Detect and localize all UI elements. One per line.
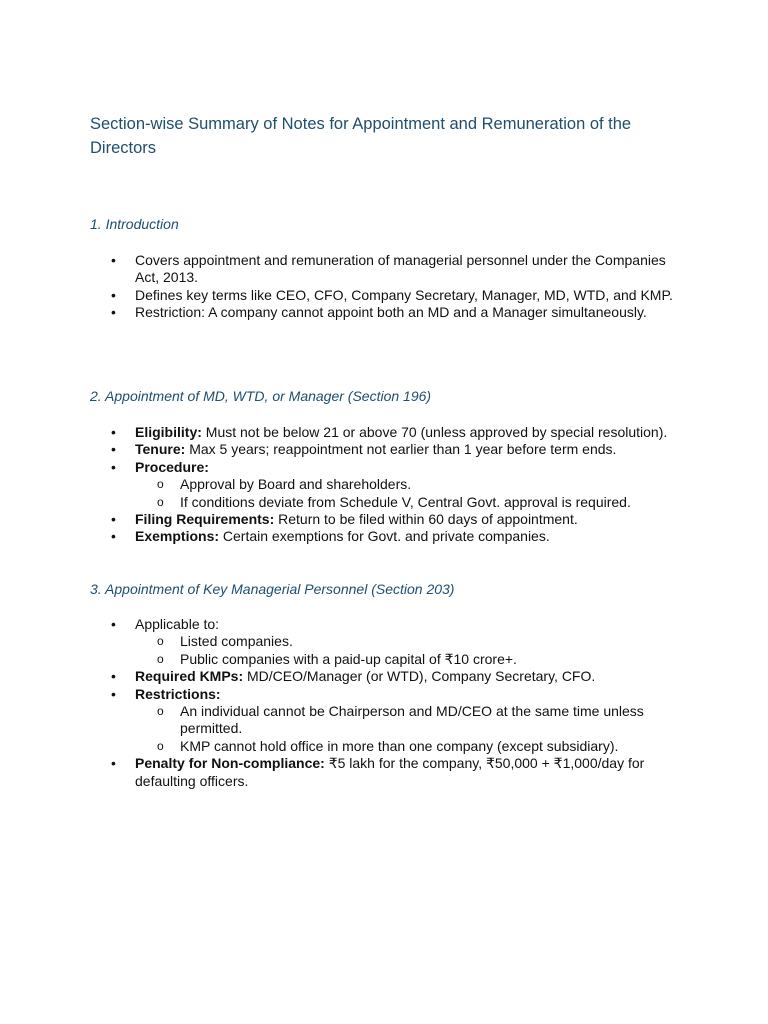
list-item — [90, 686, 690, 756]
item-label: Eligibility: — [135, 424, 202, 440]
list-item: • Filing Requirements: Return to be filed within 60 days of appointment. — [90, 511, 690, 528]
item-label: Penalty for Non-compliance: — [135, 755, 325, 772]
list-item: • Tenure: Max 5 years; reappointment not earlier than 1 year before term ends. — [90, 441, 690, 458]
sub-list-item: o Approval by Board and shareholders. — [135, 476, 690, 493]
item-label: Procedure: — [135, 458, 209, 475]
sub-list-item: o An individual cannot be Chairperson and MD/CEO at the same time unless permitted. — [135, 703, 690, 738]
item-label: Exemptions: — [135, 528, 220, 545]
section-2-heading: 2. Appointment of MD, WTD, or Manager (Section 196) — [90, 388, 432, 404]
list-item: • Required KMPs: MD/CEO/Manager (or WTD), Company Secretary, CFO. — [90, 668, 690, 685]
item-label: Required KMPs: — [135, 668, 244, 685]
sub-list — [135, 703, 690, 755]
item-label: Restrictions: — [135, 685, 221, 702]
item-label: Tenure: — [135, 441, 186, 458]
item-label: Filing Requirements: — [135, 511, 275, 528]
section-1-list — [90, 252, 690, 322]
list-item: • Penalty for Non-compliance: ₹5 lakh for the company, ₹50,000 + ₹1,000/day for defaulting officers. — [90, 755, 690, 790]
list-item: • Covers appointment and remuneration of managerial personnel under the Companies Act, 2013. — [90, 252, 690, 287]
list-item — [90, 459, 690, 511]
sub-list-item: o Public companies with a paid-up capital of ₹10 crore+. — [135, 651, 690, 668]
section-2-list — [90, 424, 690, 546]
sub-list-item: o Listed companies. — [135, 633, 690, 650]
sub-list — [135, 476, 690, 511]
section-3-heading: 3. Appointment of Key Managerial Personnel (Section 203) — [90, 581, 455, 597]
list-item: • Applicable to: o Listed companies. o Public companies with a paid-up capital of ₹10 crore+. — [90, 616, 690, 668]
list-item: • Defines key terms like CEO, CFO, Company Secretary, Manager, MD, WTD, and KMP. — [90, 287, 690, 304]
sub-list-item: o KMP cannot hold office in more than one company (except subsidiary). — [135, 738, 690, 755]
list-item: • Restriction: A company cannot appoint both an MD and a Manager simultaneously. — [90, 304, 690, 321]
list-item: • Exemptions: Certain exemptions for Govt. and private companies. — [90, 528, 690, 545]
section-3-list — [90, 616, 690, 790]
sub-list — [135, 633, 690, 668]
document-title: Section-wise Summary of Notes for Appointment and Remuneration of the Directors — [90, 115, 632, 157]
sub-list-item: o If conditions deviate from Schedule V, Central Govt. approval is required. — [135, 494, 690, 511]
section-1-heading: 1. Introduction — [90, 216, 179, 232]
list-item: • Eligibility: Must not be below 21 or above 70 (unless approved by special resolution). — [90, 424, 690, 441]
